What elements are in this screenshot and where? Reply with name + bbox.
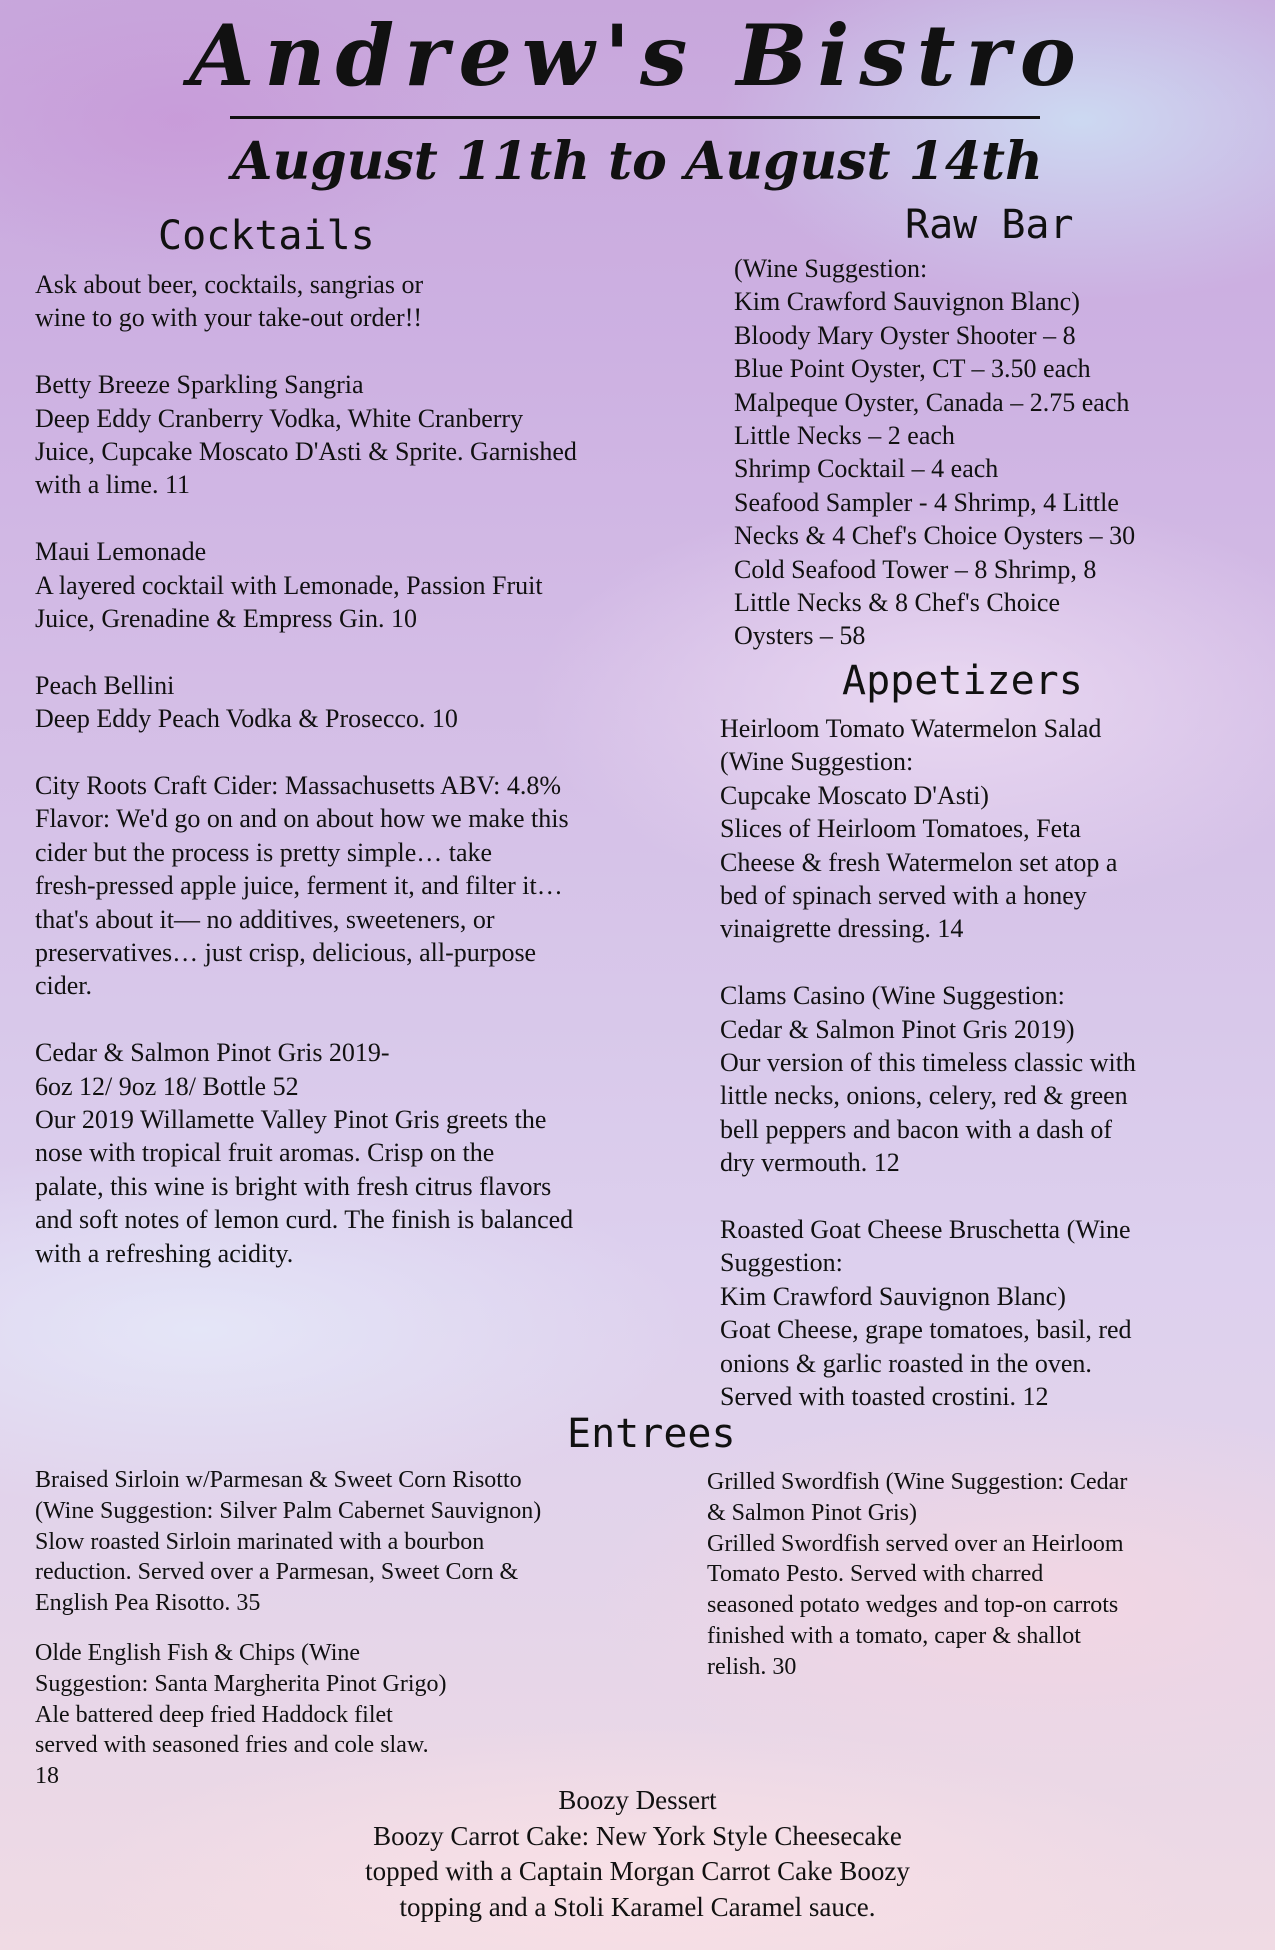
item-description: finished with a tomato, caper & shallot [707,1622,1081,1649]
cocktails-heading: Cocktails [158,213,375,259]
item-description: dry vermouth. 12 [720,1148,900,1178]
menu-item-braised-sirloin [35,1465,695,1619]
raw-bar-line: Bloody Mary Oyster Shooter – 8 [734,320,1076,350]
item-description: Ale battered deep fried Haddock filet [35,1701,393,1728]
item-name: Roasted Goat Cheese Bruschetta (Wine [720,1215,1131,1245]
item-description: Suggestion: [720,1248,843,1278]
item-description: Slow roasted Sirloin marinated with a bourbon [35,1528,485,1555]
menu-item-bruschetta [720,1213,1260,1413]
item-description: Cheese & fresh Watermelon set atop a [720,847,1118,877]
raw-bar-section [734,252,1254,653]
item-name: Betty Breeze Sparkling Sangria [35,370,364,400]
item-description: seasoned potato wedges and top-on carrots [707,1592,1119,1619]
item-description: Juice, Grenadine & Empress Gin. 10 [35,604,417,634]
item-description: cider. [35,971,93,1001]
item-name: Clams Casino (Wine Suggestion: [720,981,1065,1011]
item-description: Goat Cheese, grape tomatoes, basil, red [720,1315,1132,1345]
item-description: Cedar & Salmon Pinot Gris 2019) [720,1014,1075,1044]
appetizers-heading: Appetizers [842,658,1083,704]
item-description: served with seasoned fries and cole slaw. [35,1732,429,1759]
item-description: and soft notes of lemon curd. The finish is balanced [35,1205,574,1235]
raw-bar-line: Oysters – 58 [734,621,866,651]
item-description: Grilled Swordfish served over an Heirloom [707,1530,1124,1557]
menu-item-grilled-swordfish [707,1467,1252,1683]
item-description: A layered cocktail with Lemonade, Passion Fruit [35,570,543,600]
item-description: (Wine Suggestion: Silver Palm Cabernet Sauvignon) [35,1497,542,1524]
item-description: Flavor: We'd go on and on about how we make this [35,804,569,834]
item-description: Slices of Heirloom Tomatoes, Feta [720,814,1081,844]
dessert-description: Boozy Carrot Cake: New York Style Cheesecake [373,1820,902,1851]
raw-bar-line: Kim Crawford Sauvignon Blanc) [734,287,1080,317]
item-name: Heirloom Tomato Watermelon Salad [720,714,1102,743]
menu-item-clams-casino [720,979,1260,1179]
raw-bar-line: Little Necks – 2 each [734,421,955,451]
restaurant-title: Andrew's Bistro [189,6,1086,105]
menu-item-craft-cider [35,769,725,1003]
item-name: Braised Sirloin w/Parmesan & Sweet Corn Risotto [35,1467,522,1493]
item-description: fresh-pressed apple juice, ferment it, and filter it… [35,871,563,901]
item-description: with a refreshing acidity. [35,1238,294,1268]
item-description: relish. 30 [707,1653,797,1680]
menu-item-maui-lemonade [35,535,725,635]
cocktails-intro-line: wine to go with your take-out order!! [35,303,423,333]
entrees-heading: Entrees [567,1411,736,1457]
menu-item-tomato-salad [720,712,1260,946]
item-description: little necks, onions, celery, red & green [720,1081,1128,1111]
title-underline [230,116,1040,119]
appetizers-section [720,712,1260,1414]
item-description: Cupcake Moscato D'Asti) [720,780,989,810]
dessert-section [240,1783,1035,1925]
menu-item-fish-and-chips [35,1638,695,1792]
item-description: Served with toasted crostini. 12 [720,1382,1049,1412]
item-description: bed of spinach served with a honey [720,881,1087,911]
item-description: Tomato Pesto. Served with charred [707,1561,1044,1588]
item-description: with a lime. 11 [35,470,191,500]
dessert-heading: Boozy Dessert [558,1785,717,1815]
item-description: vinaigrette dressing. 14 [720,914,964,944]
item-name: Olde English Fish & Chips (Wine [35,1640,361,1666]
menu-item-sangria [35,368,725,502]
item-price: 6oz 12/ 9oz 18/ Bottle 52 [35,1071,299,1101]
item-description: onions & garlic roasted in the oven. [720,1348,1092,1378]
item-description: Kim Crawford Sauvignon Blanc) [720,1281,1066,1311]
item-description: Deep Eddy Peach Vodka & Prosecco. 10 [35,704,458,734]
raw-bar-line: Blue Point Oyster, CT – 3.50 each [734,354,1091,384]
item-description: palate, this wine is bright with fresh citrus flavors [35,1171,552,1201]
item-name: Grilled Swordfish (Wine Suggestion: Cedar [707,1469,1128,1495]
item-description: cider but the process is pretty simple… take [35,837,493,867]
item-name: Cedar & Salmon Pinot Gris 2019- [35,1038,390,1068]
raw-bar-line: Cold Seafood Tower – 8 Shrimp, 8 [734,554,1097,584]
item-description: preservatives… just crisp, delicious, all-purpose [35,938,537,968]
raw-bar-line: (Wine Suggestion: [734,254,928,283]
raw-bar-line: Seafood Sampler - 4 Shrimp, 4 Little [734,487,1119,517]
item-description: Our 2019 Willamette Valley Pinot Gris greets the [35,1105,547,1135]
item-name: City Roots Craft Cider: Massachusetts ABV: 4.8% [35,771,561,801]
item-description: Suggestion: Santa Margherita Pinot Grigo) [35,1670,447,1697]
menu-dates: August 11th to August 14th [232,131,1043,192]
menu-item-peach-bellini [35,669,725,736]
item-description: reduction. Served over a Parmesan, Sweet Corn & [35,1559,519,1586]
cocktails-section [35,268,725,1270]
cocktails-intro-line: Ask about beer, cocktails, sangrias or [35,270,424,299]
item-description: & Salmon Pinot Gris) [707,1499,918,1526]
item-description: nose with tropical fruit aromas. Crisp on the [35,1138,495,1168]
menu-item-pinot-gris [35,1036,725,1270]
item-description: that's about it— no additives, sweeteners, or [35,904,495,934]
raw-bar-line: Little Necks & 8 Chef's Choice [734,588,1061,618]
raw-bar-line: Necks & 4 Chef's Choice Oysters – 30 [734,521,1136,551]
item-name: Maui Lemonade [35,537,207,567]
item-description: bell peppers and bacon with a dash of [720,1114,1113,1144]
dessert-description: topping and a Stoli Karamel Caramel sauce. [399,1891,876,1922]
item-description: Deep Eddy Cranberry Vodka, White Cranberry [35,403,524,433]
item-description: Juice, Cupcake Moscato D'Asti & Sprite. Garnished [35,437,577,467]
raw-bar-heading: Raw Bar [905,202,1074,248]
item-name: Peach Bellini [35,670,175,700]
item-description: (Wine Suggestion: [720,747,914,777]
item-description: English Pea Risotto. 35 [35,1590,261,1617]
dessert-description: topped with a Captain Morgan Carrot Cake Boozy [365,1856,910,1886]
item-description: Our version of this timeless classic with [720,1048,1136,1078]
raw-bar-line: Shrimp Cocktail – 4 each [734,454,999,484]
item-description: 18 [35,1763,59,1790]
raw-bar-line: Malpeque Oyster, Canada – 2.75 each [734,387,1130,417]
